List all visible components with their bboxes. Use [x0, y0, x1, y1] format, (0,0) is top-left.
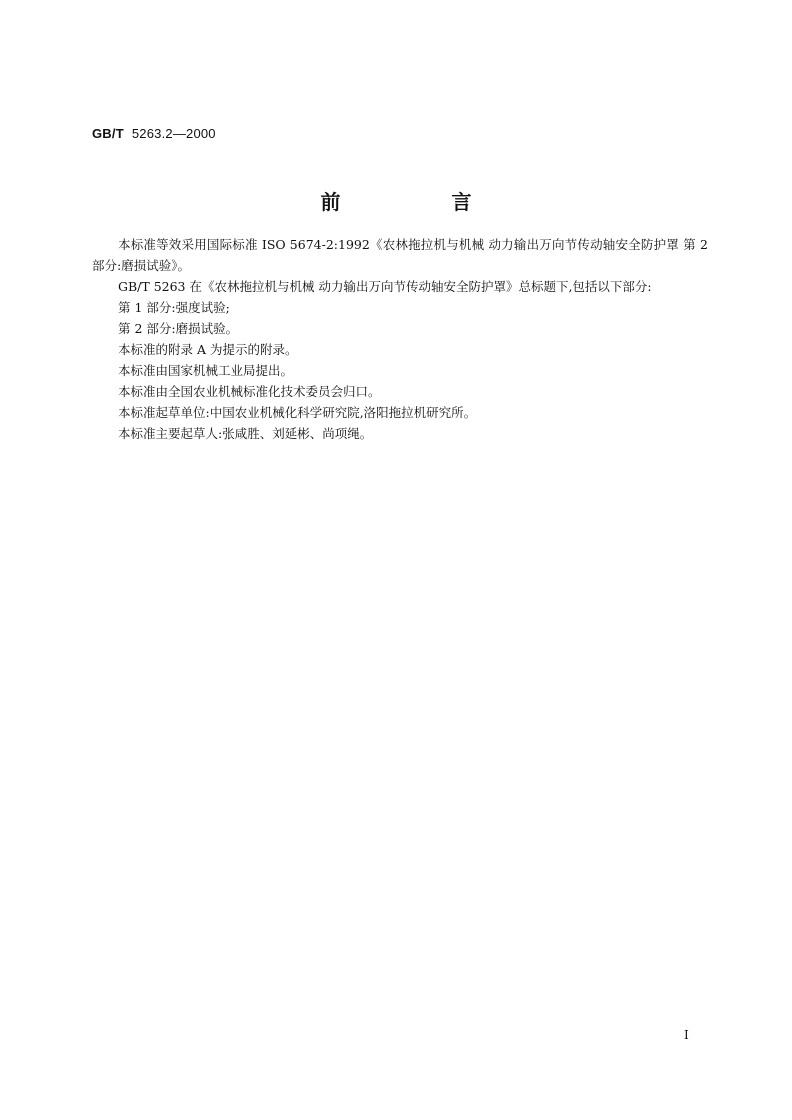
paragraph-part-2: 第 2 部分:磨损试验。 — [118, 321, 239, 336]
paragraph-part-1: 第 1 部分:强度试验; — [118, 300, 230, 315]
paragraph-series-parts: GB/T 5263 在《农林拖拉机与机械 动力输出万向节传动轴安全防护罩》总标题下,包括以下部分: — [118, 279, 652, 294]
page-title: 前 言 — [320, 190, 524, 214]
page-number: I — [684, 1028, 689, 1042]
paragraph-drafting-units: 本标准起草单位:中国农业机械化科学研究院,洛阳拖拉机研究所。 — [118, 405, 477, 420]
standard-code-number: 5263.2—2000 — [131, 126, 216, 141]
foreword-body — [92, 234, 708, 444]
paragraph-centralized-by: 本标准由全国农业机械标准化技术委员会归口。 — [118, 384, 381, 399]
paragraph-proposed-by: 本标准由国家机械工业局提出。 — [118, 363, 294, 378]
paragraph-adoption: 本标准等效采用国际标准 ISO 5674-2:1992《农林拖拉机与机械 动力输出万向节传动轴安全防护罩 第 2 部分:磨损试验》。 — [92, 237, 708, 273]
paragraph-drafters: 本标准主要起草人:张咸胜、刘延彬、尚项绳。 — [118, 426, 373, 441]
standard-code-prefix: GB/T — [92, 126, 124, 141]
paragraph-appendix: 本标准的附录 A 为提示的附录。 — [118, 342, 298, 357]
standard-code — [92, 126, 216, 141]
